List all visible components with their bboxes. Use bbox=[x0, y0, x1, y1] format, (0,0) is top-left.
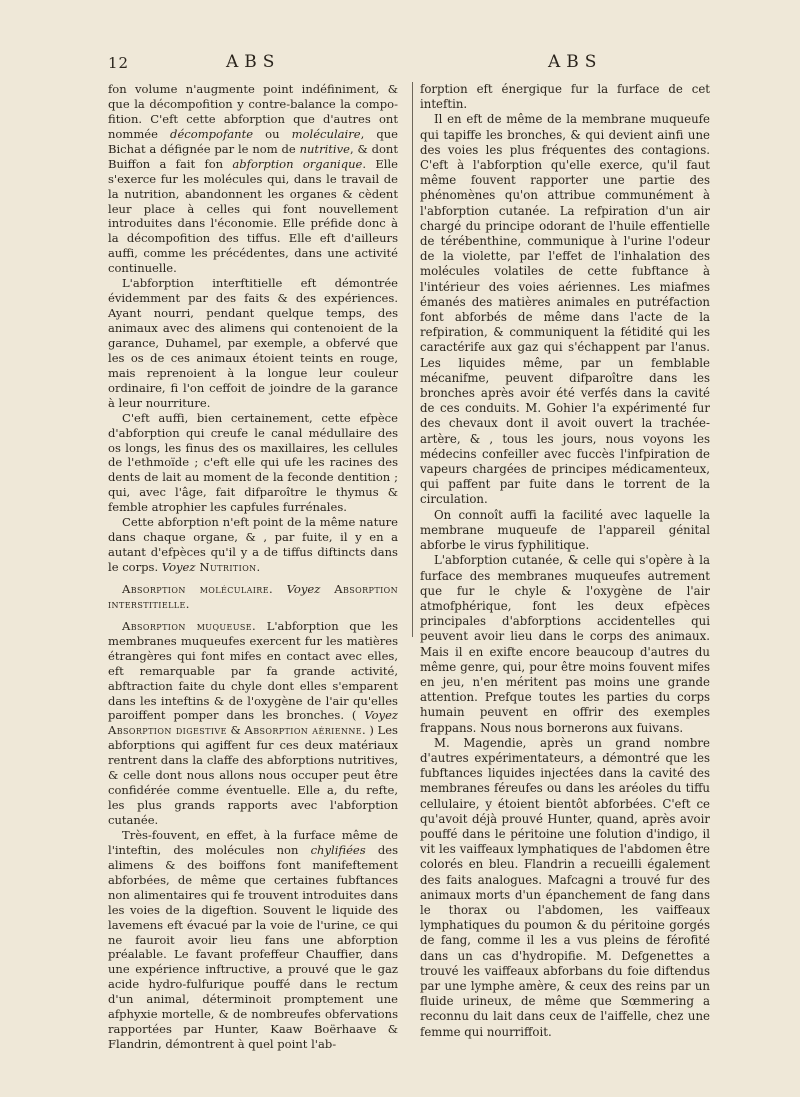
entry-heading: Absorption moléculaire. bbox=[122, 581, 274, 596]
paragraph: L'abforption cutanée, & celle qui s'opère à la furface des membranes muqueufes autrement que fur le chyle & l'oxygène de l'air atmofphérique, font les deux efpèces principales d'abforptions accidentelles qui peuvent avoir lieu dans le corps des animaux. Mais il en exifte encore beaucoup d'autres du même genre, qui, pour être moins fouvent mifes en jeu, n'en méritent pas moins une grande attention. Prefque toutes les parties du corps humain peuvent en offrir des exemples frappans. Nous nous bornerons aux fuivans. bbox=[420, 553, 710, 735]
cross-reference: Voyez bbox=[364, 708, 398, 723]
running-head-left: ABS bbox=[226, 52, 281, 72]
page-header bbox=[108, 52, 720, 76]
right-column bbox=[420, 82, 710, 1040]
running-head-right: ABS bbox=[548, 52, 603, 72]
column-divider bbox=[412, 82, 413, 637]
paragraph: On connoît auffi la facilité avec laquelle la membrane muqueufe de l'appareil génital abforbe le virus fyphilitique. bbox=[420, 507, 710, 553]
text-run: . Elle s'exerce fur les molécules qui, dans le travail de la nutrition, abandonnent les organes & cèdent leur place à celles qui font nouvellement introduites dans l'économie. Elle préfide donc à la décompofition des tiffus. Elle eft d'ailleurs auffi, comme les précédentes, dans une activité continuelle. bbox=[108, 156, 398, 276]
paragraph: C'eft auffi, bien certainement, cette efpèce d'abforption qui creufe le canal médullaire des os longs, les finus des os maxillaires, les cellules de l'ethmoïde ; c'eft elle qui ufe les racines des dents de lait au moment de la feconde dentition ; qui, avec l'âge, fait difparoître le thymus & femble atrophier les capfules furrénales. bbox=[108, 410, 398, 515]
text-run: . ) Les abforptions qui agiffent fur ces deux matériaux rentrent dans la claffe des abforptions nutritives, & celle dont nous allons nous occuper peut être confidérée comme éventuelle. Elle a, du refte, les plus grands rapports avec l'abforption cutanée. bbox=[108, 723, 398, 827]
paragraph: forption eft énergique fur la furface de cet inteftin. bbox=[420, 82, 710, 112]
text-run: ou bbox=[253, 126, 292, 141]
italic-term: décompofante bbox=[170, 126, 254, 141]
text-run: , que Bichat a défignée par le nom de bbox=[108, 126, 399, 156]
cross-reference-target: Absorption interstitielle. bbox=[108, 581, 398, 611]
text-run: Très-fouvent, en effet, à la furface même de l'inteftin, des molécules non bbox=[108, 827, 398, 857]
text-run: & bbox=[226, 723, 245, 738]
cross-reference-target: Absorption aérienne bbox=[244, 723, 362, 738]
page-number: 12 bbox=[108, 54, 130, 72]
paragraph bbox=[108, 515, 398, 575]
entry-absorption-moleculaire bbox=[108, 582, 398, 612]
text-run: fon volume n'augmente point indéfiniment, & que la décompofition y contre-balance la compo-fition. C'eft cette abforption que d'autres ont nommée bbox=[108, 82, 398, 141]
cross-reference-target: Absorption digestive bbox=[108, 723, 227, 738]
cross-reference: Voyez bbox=[161, 560, 196, 574]
italic-term: nutritive bbox=[299, 141, 350, 156]
text-run: , & dont Buiffon a fait fon bbox=[108, 141, 398, 171]
entry-absorption-muqueuse bbox=[108, 619, 398, 828]
entry-heading: Absorption muqueuse. bbox=[122, 618, 257, 633]
italic-term: moléculaire bbox=[291, 126, 361, 141]
italic-term: chylifiées bbox=[310, 842, 366, 857]
left-column bbox=[108, 82, 398, 1052]
paragraph: L'abforption interftitielle eft démontrée évidemment par des faits & des expériences. Ayant nourri, pendant quelque temps, des animaux avec des alimens qui contenoient de la garance, Duhamel, par exemple, a obfervé que les os de ces animaux étoient teints en rouge, mais reprenoient à la longue leur couleur ordinaire, fi l'on ceffoit de joindre de la garance à leur nourriture. bbox=[108, 276, 398, 410]
cross-reference: Voyez bbox=[273, 581, 321, 596]
paragraph bbox=[108, 828, 398, 1052]
paragraph: Il en eft de même de la membrane muqueufe qui tapiffe les bronches, & qui devient ainfi une des voies les plus fréquentes des contagions. C'eft à l'abforption qu'elle exerce, qu'il faut même fouvent rapporter une partie des phénomènes qu'on attribue communément à l'abforption cutanée. La refpiration d'un air chargé du principe odorant de l'huile effentielle de térébenthine, communique à l'urine l'odeur de la violette, par l'effet de l'inhalation des molécules volatiles de cette fubftance à l'intérieur des voies aériennes. Les miafmes émanés des matières animales en putréfaction font abforbés de même dans l'acte de la refpiration, & communiquent la fétidité qui les caractérife aux gaz qui s'échappent par l'anus. Les liquides même, par un femblable mécanifme, peuvent difparoître dans les bronches après avoir été verfés dans la cavité de ces conduits. M. Gohier l'a expérimenté fur des chevaux dont il avoit ouvert la trachée-artère, & , tous les jours, nous voyons les médecins confeiller avec fuccès l'infpiration de vapeurs chargées de principes médicamenteux, qui paffent par fuite dans le torrent de la circulation. bbox=[420, 112, 710, 507]
paragraph bbox=[108, 82, 398, 276]
cross-reference-target: Nutrition. bbox=[195, 560, 261, 574]
italic-term: abforption organique bbox=[232, 156, 363, 171]
paragraph: M. Magendie, après un grand nombre d'autres expérimentateurs, a démontré que les fubftances liquides injectées dans la cavité des membranes féreufes ou dans les aréoles du tiffu cellulaire, y étoient bientôt abforbées. C'eft ce qu'avoit déjà prouvé Hunter, quand, après avoir pouffé dans le péritoine une folution d'indigo, il vit les vaiffeaux lymphatiques de l'abdomen être colorés en bleu. Flandrin a recueilli également des faits analogues. Mafcagni a trouvé fur des animaux morts d'un épanchement de fang dans le thorax ou l'abdomen, les vaiffeaux lymphatiques du poumon & du péritoine gorgés de fang, comme il les a vus pleins de férofité dans un cas d'hydropifie. M. Defgenettes a trouvé les vaiffeaux abforbans du foie diftendus par une lymphe amère, & ceux des reins par un fluide urineux, de même que Sœmmering a reconnu du lait dans ceux de l'aiffelle, chez une femme qui nourriffoit. bbox=[420, 735, 710, 1039]
text-run: des alimens & des boiffons font manifeftement abforbées, de même que certaines fubftances non alimentaires qui fe trouvent introduites dans les voies de la digeftion. Souvent le liquide des lavemens eft évacué par la voie de l'urine, ce qui ne fauroit avoir lieu fans une abforption préalable. Le favant profeffeur Chauffier, dans une expérience inftructive, a prouvé que le gaz acide hydro-fulfurique pouffé dans le rectum d'un animal, déterminoit promptement une afphyxie mortelle, & de nombreufes obfervations rapportées par Hunter, Kaaw Boërhaave & Flandrin, démontrent à quel point l'ab- bbox=[108, 842, 398, 1052]
text-run: Cette abforption n'eft point de la même nature dans chaque organe, & , par fuite, il y en a autant d'efpèces qu'il y a de tiffus diftincts dans le corps. bbox=[108, 515, 398, 574]
text-run: L'abforption que les membranes muqueufes exercent fur les matières étrangères qui font mifes en contact avec elles, eft remarquable par fa grande activité, abftraction faite du chyle dont elles s'emparent dans les inteftins & de l'oxygène de l'air qu'elles paroiffent pomper dans les bronches. ( bbox=[108, 618, 398, 723]
